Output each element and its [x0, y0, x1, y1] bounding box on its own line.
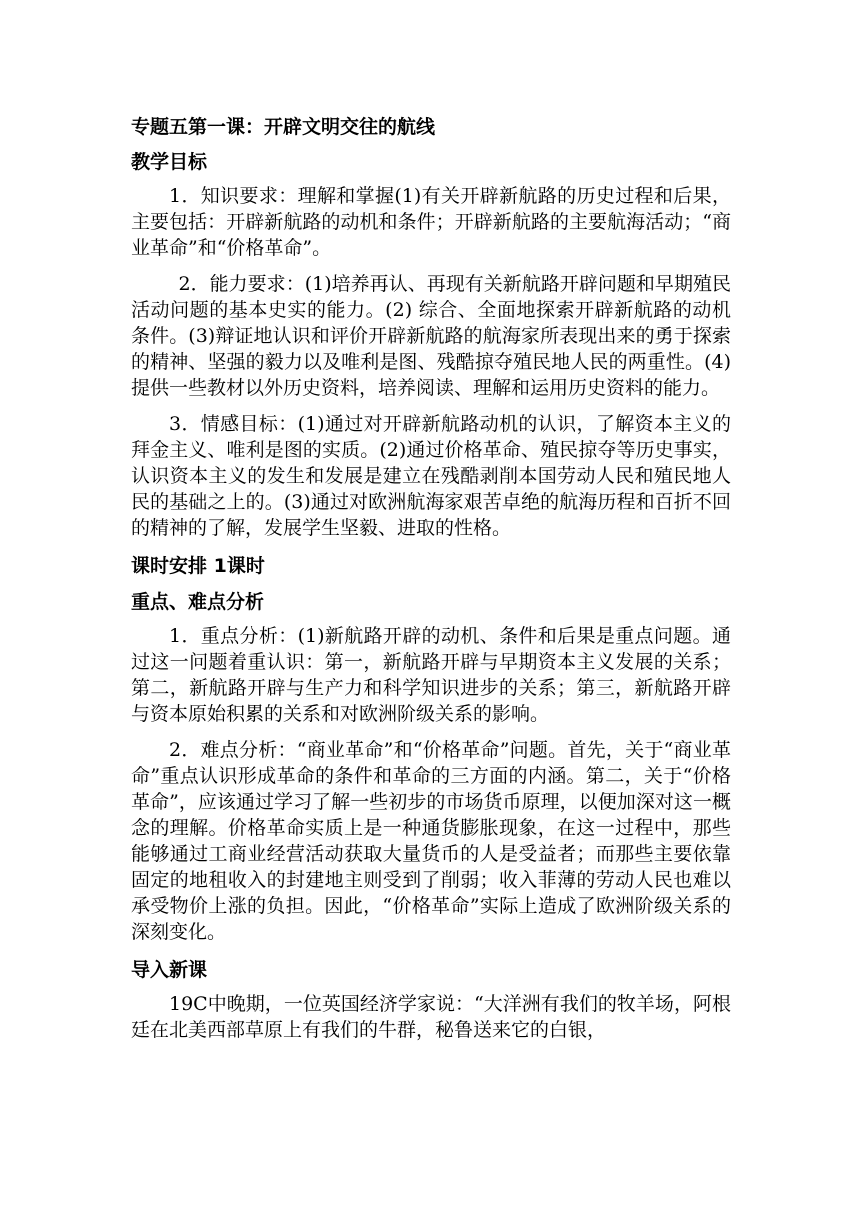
paragraph-key-points: 1．重点分析：(1)新航路开辟的动机、条件和后果是重点问题。通过这一问题着重认识：第一，新航路开辟与早期资本主义发展的关系；第二，新航路开辟与生产力和科学知识进步的关系；第三，新航路开辟与资本原始积累的关系和对欧洲阶级关系的影响。 — [131, 625, 731, 725]
paragraph-knowledge-requirements: 1．知识要求：理解和掌握(1)有关开辟新航路的历史过程和后果，主要包括：开辟新航路的动机和条件；开辟新航路的主要航海活动；“商业革命”和“价格革命”。 — [131, 185, 731, 259]
document-page — [131, 112, 731, 1053]
paragraph-ability-requirements: 2．能力要求：(1)培养再认、再现有关新航路开辟问题和早期殖民活动问题的基本史实的能力。(2) 综合、全面地探索开辟新航路的动机条件。(3)辩证地认识和评价开辟新航路的航海家所表现出来的勇于探索的精神、坚强的毅力以及唯利是图、残酷掠夺殖民地人民的两重性。(4)提供一些教材以外历史资料，培养阅读、理解和运用历史资料的能力。 — [131, 273, 731, 399]
document-title: 专题五第一课：开辟文明交往的航线 — [131, 116, 436, 138]
section-heading-introduction: 导入新课 — [131, 959, 208, 981]
paragraph-emotional-goals: 3．情感目标：(1)通过对开辟新航路动机的认识，了解资本主义的拜金主义、唯利是图的实质。(2)通过价格革命、殖民掠夺等历史事实，认识资本主义的发生和发展是建立在残酷剥削本国劳动人民和殖民地人民的基础之上的。(3)通过对欧洲航海家艰苦卓绝的航海历程和百折不回的精神的了解，发展学生坚毅、进取的性格。 — [131, 413, 731, 539]
section-heading-key-difficult-points: 重点、难点分析 — [131, 591, 265, 613]
section-heading-objectives: 教学目标 — [131, 151, 208, 173]
paragraph-introduction: 19C中晚期，一位英国经济学家说：“大洋洲有我们的牧羊场，阿根廷在北美西部草原上有我们的牛群，秘鲁送来它的白银， — [131, 993, 731, 1041]
paragraph-difficult-points: 2．难点分析：“商业革命”和“价格革命”问题。首先，关于“商业革命”重点认识形成革命的条件和革命的三方面的内涵。第二，关于“价格革命”，应该通过学习了解一些初步的市场货币原理，以便加深对这一概念的理解。价格革命实质上是一种通货膨胀现象，在这一过程中，那些能够通过工商业经营活动获取大量货币的人是受益者；而那些主要依靠固定的地租收入的封建地主则受到了削弱；收入菲薄的劳动人民也难以承受物价上涨的负担。因此，“价格革命”实际上造成了欧洲阶级关系的深刻变化。 — [131, 739, 731, 943]
section-heading-class-hours: 课时安排 1课时 — [131, 555, 265, 577]
